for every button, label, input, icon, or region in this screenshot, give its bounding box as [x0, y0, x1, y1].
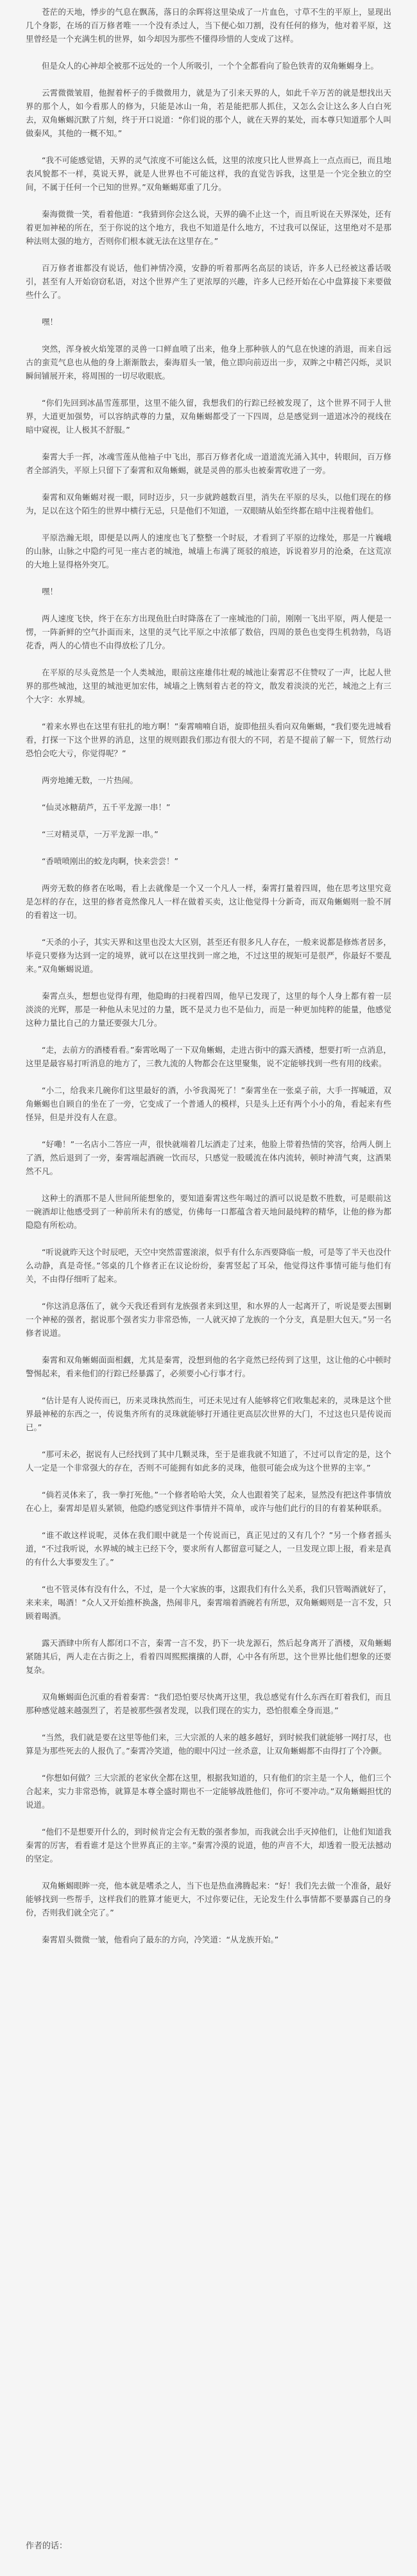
chapter-paragraph: 两旁无数的修者在吆喝，看上去就像是一个又一个凡人一样，秦霄打量着四周，他在思考这里究竟是怎样的存在，这里的修者竟然像凡人一样在做着买卖，这让他觉得十分新奇，而双角蜥蜴则一脸不屑的看着这一切。 — [26, 883, 391, 920]
chapter-paragraph: “估计是有人说传而已，历来灵珠执然而生，可还未见过有人能够将它们收集起来的，灵珠是这个世界最神秘的东西之一，传说集齐所有的灵珠就能够打开通往更高层次世界的大门，不过这也只是传说而已。” — [26, 1396, 391, 1432]
chapter-paragraph: 突然，浑身被火焰笼罩的灵兽一口鲜血喷了出来，他身上那种骇人的气息在快速的消退，而来自远古的蛮荒气息也从他的身上渐渐散去，秦海眉头一皱，他立即向前迈出一步，双眸之中精芒闪烁，灵识瞬间铺展开来，将周围的一切尽收眼底。 — [26, 344, 391, 381]
chapter-paragraph: 苍茫的天地，悸步的气息在飘荡，落日的余晖将这里染成了一片血色，寸草不生的平原上，显现出几个身影，在场的百万修者唯一一个没有杀过人，当下便心如刀割，没有任何的修为，他对着平原，这里曾经是一个充满生机的世界，如今却因为那些不懂得珍惜的人变成了这样。 — [26, 7, 391, 44]
chapter-paragraph: “着来水界也在这里有驻扎的地方啊！”秦霄喃喃自语，旋即他扭头看向双角蜥蜴，“我们要先进城看看，打探一下这个世界的消息，这里的规则跟我们那边有很大的不同，若是不提前了解一下，贸然行动恐怕会吃大亏，你觉得呢？” — [26, 722, 391, 758]
chapter-paragraph: “小二，给我来几碗你们这里最好的酒，小爷我渴死了！”秦霄坐在一张桌子前，大手一挥喊道，双角蜥蜴也自顾自的坐在了一旁，它变成了一个普通人的模样，只是头上还有两个小小的角，看起来有些怪异，但是并没有人在意。 — [26, 1085, 391, 1122]
chapter-paragraph: “好嘞！”一名店小二答应一声，很快就端着几坛酒走了过来，他脸上带着热情的笑容，给两人倒上了酒，然后退到了一旁，秦霄端起酒碗一饮而尽，只感觉一股暖流在体内流转，顿时神清气爽，这酒果然不凡。 — [26, 1139, 391, 1176]
chapter-paragraph: “仙灵冰糖葫芦，五千平龙源一串！” — [42, 802, 171, 812]
chapter-paragraph: 百万修者谁都没有说话，他们神情冷漠，安静的听着那两名高层的谈话，许多人已经被这番话吸引，甚至有人开始窃窃私语，对这个世界产生了更浓厚的兴趣，许多人已经开始在心中盘算接下来要做些什么了。 — [26, 263, 391, 300]
chapter-paragraph: 两人速度飞快，终于在东方出现鱼肚白时降落在了一座城池的门前，刚刚一飞出平原，两人便是一愣，一阵新鲜的空气扑面而来，这里的灵气比平原之中浓郁了数倍，四周的景色也变得生机勃勃，鸟语花香，两人的心情也不由得放松了几分。 — [26, 614, 391, 650]
chapter-paragraph: “听说就昨天这个时辰吧，天空中突然雷霆滚滚，似乎有什么东西要降临一般，可是等了半天也没什么动静，真是奇怪。”邻桌的几个修者正在议论纷纷，秦霄竖起了耳朵，他觉得这件事情可能与他们有关，不由得仔细听了起来。 — [26, 1247, 391, 1284]
chapter-paragraph: 这种土的酒那不是人世间所能想象的，要知道秦霄这些年喝过的酒可以说是数不胜数，可是眼前这一碗酒却让他感受到了一种前所未有的感觉，仿佛每一口都蕴含着天地间最纯粹的精华，让他的修为都隐隐有所松动。 — [26, 1193, 391, 1230]
chapter-paragraph: 两旁地摊无数，一片热闹。 — [42, 775, 139, 785]
chapter-paragraph: 云霄微微皱眉，他握着杯子的手微微用力，就是为了引来天界的人，如此千辛万苦的就是想找出天界的那个人，如今看那人的修为，只能是冰山一角，若是能把那人抓住，又怎么会让这么多人白白死去，双角蜥蜴沉默了片刻，终于开口说道：“你们说的那个人，就在天界的某处，而本尊只知道那个人叫做秦风，其他的一概不知。” — [26, 88, 391, 138]
chapter-paragraph: 在平原的尽头竟然是一个人类城池，眼前这座雄伟壮观的城池让秦霄忍不住赞叹了一声，比起人世界的那些城池，这里的城池更加宏伟，城墙之上镌刻着古老的符文，散发着淡淡的光芒，城池之上有三个大字：水界城。 — [26, 668, 391, 704]
chapter-paragraph: 嘿！ — [42, 587, 58, 596]
chapter-paragraph: 秦霄眉头微微一皱，他看向了最东的方向，冷笑道：“从龙族开始。” — [42, 1935, 279, 1944]
chapter-paragraph: “我不可能感觉错，天界的灵气浓度不可能这么低，这里的浓度只比人世界高上一点点而已，而且地表风貌都不一样，莫说天界，就是人世界也不可能这样，我的直觉告诉我，这里是一个完全独立的空间，不属于任何一个已知的世界。”双角蜥蜴郑重了几分。 — [26, 155, 391, 192]
chapter-paragraph: “走，去前方的酒楼看看。”秦霄吆喝了一下双角蜥蜴，走进古街中的露天酒楼，想要打听一点消息，这里是最容易打听消息的地方了，三教九流的人物都会在这里聚集，说不定能够找到一些有用的线索。 — [26, 1045, 391, 1068]
chapter-paragraph: “谁不敢这样说呢，灵体在我们眼中就是一个传说而已，真正见过的又有几个？”另一个修者摇头道，“不过我听说，水界城的城主已经下令，要求所有人都留意可疑之人，一旦发现立即上报，看来是真的有什么大事要发生了。” — [26, 1530, 391, 1567]
chapter-paragraph: “你想如何做？三大宗派的老家伙全都在这里，根据我知道的，只有他们的宗主是一个人，他们三个合起来，实力非常恐怖，就算是本尊全盛时期也不一定能够战胜他们，你可不要冲动。”双角蜥蜴担忧的说道。 — [26, 1773, 391, 1810]
chapter-paragraph: “那可未必，据说有人已经找到了其中几颗灵珠，至于是谁我就不知道了，不过可以肯定的是，这个人一定是一个非常强大的存在，否则不可能拥有如此多的灵珠，他很可能会成为这个世界的主宰。” — [26, 1449, 391, 1473]
chapter-paragraph: 秦霄大手一挥，冰魂雪莲从他袖子中飞出，那百万修者化成一道道流光涌入其中，转眼间，百万修者全部消失，平原上只留下了秦霄和双角蜥蜴，就是灵兽的那头也被秦霄收进了一旁。 — [26, 452, 391, 475]
chapter-paragraph: “天杀的小子，其实天界和这里也没太大区别，甚至还有很多凡人存在，一般来说都是修炼者居多，毕竟只要修为达到一定的境界，就可以在这里找到一席之地，不过这里的规矩可是很严，你最好不要乱来。”双角蜥蜴说道。 — [26, 937, 391, 974]
chapter-paragraph: “香喷喷刚出的蛟龙肉啊，快来尝尝！” — [42, 856, 178, 866]
chapter-paragraph: “他们不是想要开什么的，到时候肯定会有无数的强者参加，而我就会出手灭掉他们，让他们知道我秦霄的厉害，看看谁才是这个世界真正的主宰。”秦霄冷漠的说道，他的声音不大，却透着一股无法撼动的坚定。 — [26, 1827, 391, 1863]
chapter-paragraph: 秦霄和双角蜥蜴对视一眼，同时迈步，只一步就跨越数百里，消失在平原的尽头，以他们现在的修为，足以在这个陌生的世界中横行无忌，只是他们不知道，一双眼睛从始至终都在暗中注视着他们。 — [26, 492, 391, 515]
chapter-paragraph: “也不管灵体有没有什么，不过，是一个大家族的事，这跟我们有什么关系，我们只管喝酒就好了，来来来，喝酒！”众人又开始推杯换盏，热闹非凡，秦霄端着酒碗若有所思，双角蜥蜴则是一言不发，只顾着喝酒。 — [26, 1584, 391, 1621]
chapter-paragraph: 嘿！ — [42, 317, 58, 327]
chapter-paragraph: 秦霄和双角蜥蜴面面相觑，尤其是秦霄，没想到他的名字竟然已经传到了这里，这让他的心中顿时警惕起来，看来他们的行踪已经暴露了，必须要小心行事才行。 — [26, 1355, 391, 1378]
chapter-paragraph: 平原浩瀚无垠，即便是以两人的速度也飞了整整一个时辰，才看到了平原的边缘处，那是一片巍峨的山脉，山脉之中隐约可见一座古老的城池，城墙上布满了斑驳的痕迹，诉说着岁月的沧桑，在这荒凉的大地上显得格外突兀。 — [26, 533, 391, 569]
chapter-paragraph: “三对精灵草，一万平龙源一串。” — [42, 829, 158, 839]
chapter-paragraph: “你这消息落伍了，就今天我还看到有龙族强者来到这里，和水界的人一起离开了，听说是要去围剿一个神秘的强者，据说那个强者实力非常恐怖，一人就灭掉了龙族的一个分支，真是胆大包天。”另一名修者说道。 — [26, 1301, 391, 1338]
chapter-paragraph: 双角蜥蜴面色沉重的看着秦霄：“我们恐怕要尽快离开这里，我总感觉有什么东西在盯着我们，而且那种感觉越来越强烈了，若是被那些强者发现，以我们现在的实力，恐怕很难全身而退。” — [26, 1692, 391, 1715]
chapter-paragraph: “当然，我们就是要在这里等他们来，三大宗派的人来的越多越好，到时候我们就能够一网打尽，也算是为那些死去的人报仇了。”秦霄冷笑道，他的眼中闪过一丝杀意，让双角蜥蜴都不由得打了个冷颤。 — [26, 1733, 391, 1756]
author-note-label: 作者的话： — [26, 2541, 68, 2551]
chapter-paragraph: 秦霄点头，想想也觉得有理，他隐晦的扫视着四周，他早已发现了，这里的每个人身上都有着一层淡淡的光辉，那是一种他从未见过的力量，既不是灵力也不是仙力，而是一种更加纯粹的能量，他感觉这种力量比自己的力量还要强大几分。 — [26, 991, 391, 1028]
chapter-paragraph: “你们先回到冰晶雪莲那里，这里不能久留，我想我们的行踪已经被发现了，这个世界不同于人世界，大道更加强势，可以容纳武尊的力量，双角蜥蜴都受了一下四周，总是感觉到一道道冰冷的视线在暗中窥视，让人极其不舒服。” — [26, 398, 391, 435]
chapter-paragraph: “倘若灵体来了，我一拳打死他。”一个修者哈哈大笑，众人也跟着笑了起来，显然没有把这件事情放在心上，秦霄却是眉头紧锁，他隐约感觉到这件事情并不简单，或许与他们此行的目的有着某种联系。 — [26, 1490, 391, 1513]
chapter-paragraph: 双角蜥蜴眼眸一亮，他本就是嗜杀之人，当下也是热血沸腾起来：“好！我们先去做一个准备，最好能够找到一些帮手，这样我们的胜算才能更大，不过你要记住，无论发生什么事情都不要暴露自己的身份，否则我们就全完了。” — [26, 1881, 391, 1917]
chapter-paragraph: 但是众人的心神却全被那不远处的一个人所吸引，一个个全都看向了脸色铁青的双角蜥蜴身上。 — [42, 61, 379, 71]
chapter-paragraph: 露天酒肆中所有人都闭口不言，秦霄一言不发，扔下一块龙源石，然后起身离开了酒楼，双角蜥蜴紧随其后，两人走在古街之上，看着四周熙熙攘攘的人群，心中各有所思，这个世界比他们想象的还要复杂。 — [26, 1638, 391, 1675]
chapter-paragraph: 秦海微微一笑，看着他道：“我猜到你会这么说，天界的确不止这一个，而且听说在天界深处，还有着更加神秘的所在，至于你说的这个地方，我也不知道是什么地方，不过我可以保证，这里绝对不是那种法则太强的地方，否则你们根本就无法在这里存在。” — [26, 209, 391, 246]
